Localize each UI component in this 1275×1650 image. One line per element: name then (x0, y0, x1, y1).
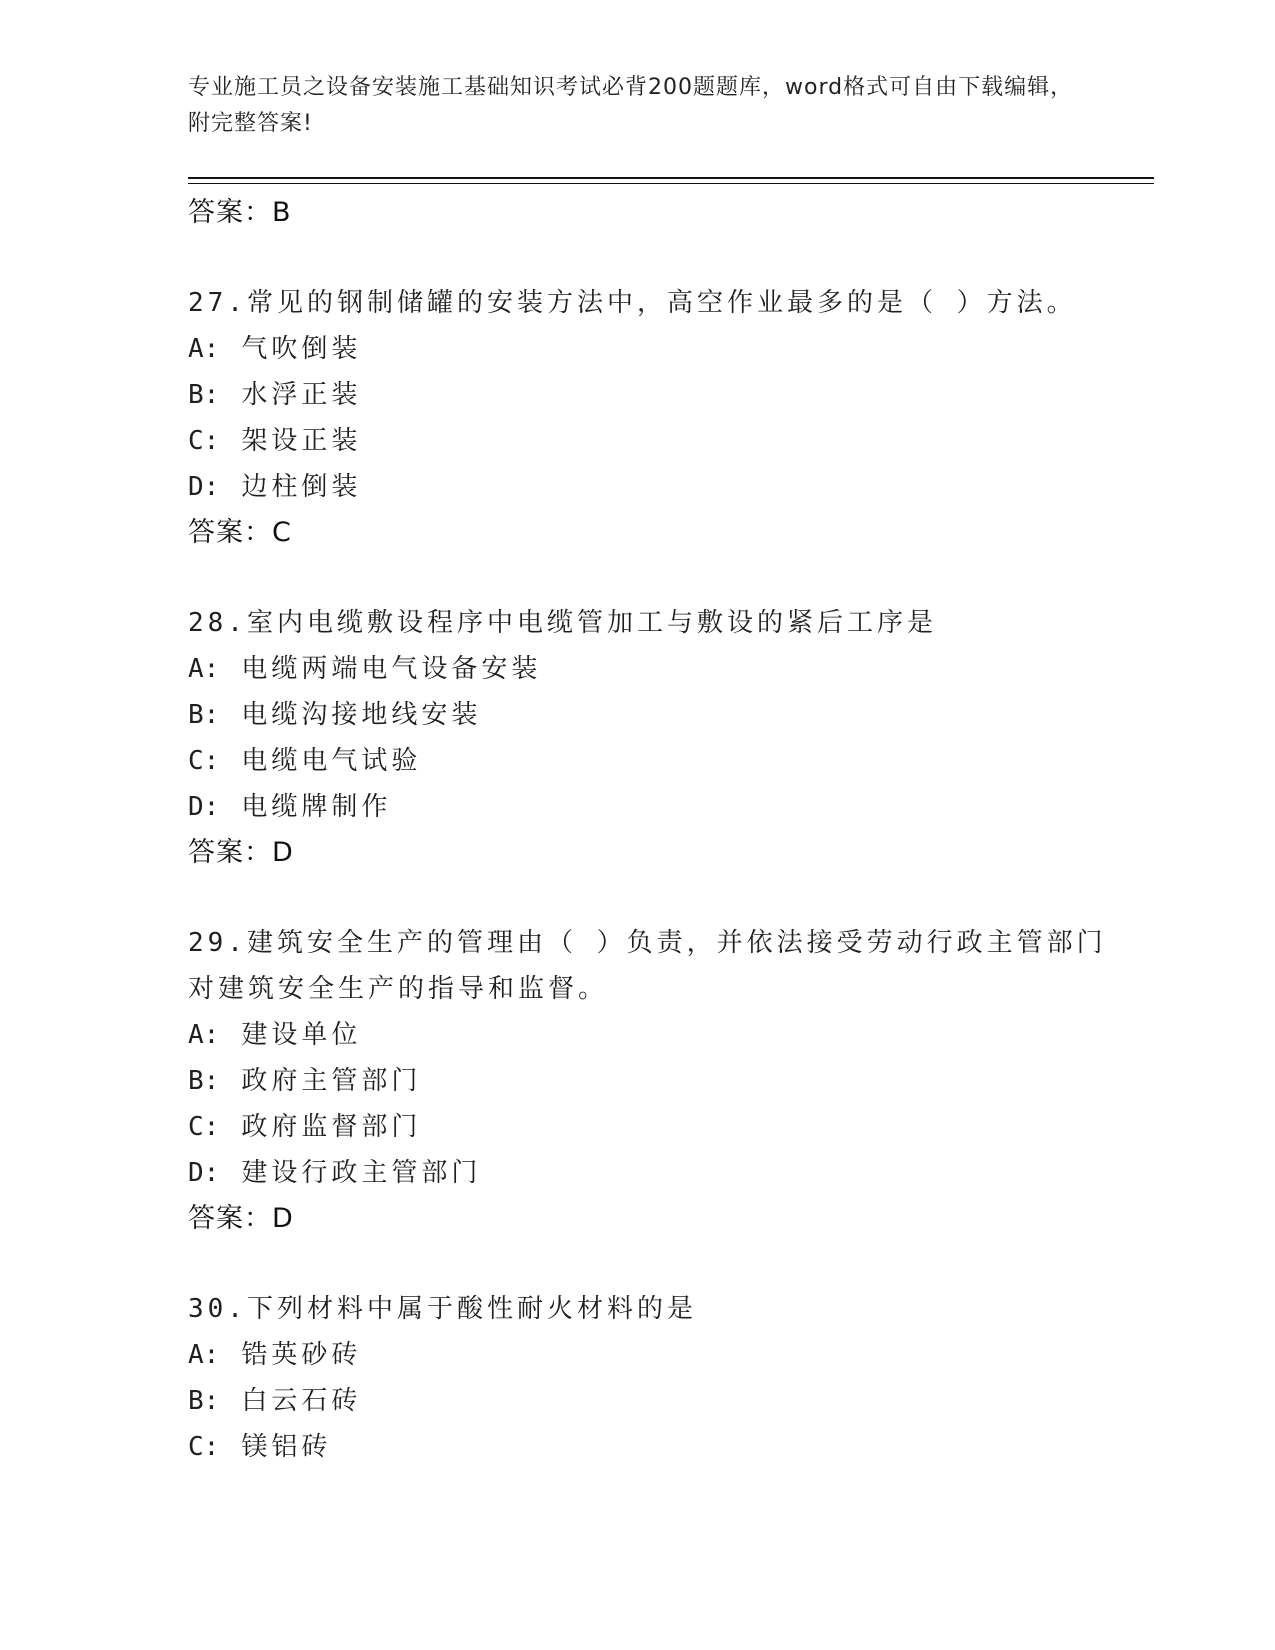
option-a (188, 1012, 1154, 1058)
option-a (188, 326, 1154, 372)
option-label: B: (188, 1386, 220, 1416)
option-text: 锆英砂砖 (241, 1340, 362, 1370)
answer-line: 答案：D (188, 837, 294, 868)
header-rule-thick (188, 177, 1154, 179)
option-label: D: (188, 792, 220, 822)
header-title: 专业施工员之设备安装施工基础知识考试必背200题题库，word格式可自由下载编辑，附完整答案! (188, 75, 1074, 136)
option-text: 气吹倒装 (241, 334, 362, 364)
option-label: D: (188, 472, 220, 502)
option-text: 电缆沟接地线安装 (241, 700, 482, 730)
option-c (188, 418, 1154, 464)
option-c (188, 738, 1154, 784)
option-text: 电缆电气试验 (241, 746, 422, 776)
option-text: 政府监督部门 (241, 1112, 422, 1142)
option-label: B: (188, 1066, 220, 1096)
option-b (188, 1378, 1154, 1424)
question-block (188, 920, 1154, 1242)
option-label: C: (188, 426, 220, 456)
option-label: A: (188, 1340, 220, 1370)
option-c (188, 1104, 1154, 1150)
question-stem-line-1: 29.建筑安全生产的管理由（ ）负责，并依法接受劳动行政主管部门 (188, 928, 1107, 958)
option-text: 建设行政主管部门 (241, 1158, 482, 1188)
question-stem-line-2: 对建筑安全生产的指导和监督。 (188, 974, 609, 1004)
question-block (188, 280, 1154, 556)
option-a (188, 646, 1154, 692)
option-label: A: (188, 334, 220, 364)
option-text: 电缆两端电气设备安装 (241, 654, 542, 684)
document-body (188, 190, 1154, 1470)
option-d (188, 784, 1154, 830)
option-label: B: (188, 380, 220, 410)
option-label: D: (188, 1158, 220, 1188)
option-label: B: (188, 700, 220, 730)
option-text: 电缆牌制作 (241, 792, 392, 822)
option-d (188, 1150, 1154, 1196)
option-b (188, 692, 1154, 738)
option-text: 边柱倒装 (241, 472, 362, 502)
question-block (188, 600, 1154, 876)
option-label: C: (188, 1112, 220, 1142)
answer-line: 答案：C (188, 517, 292, 548)
option-label: A: (188, 1020, 220, 1050)
option-c (188, 1424, 1154, 1470)
option-b (188, 1058, 1154, 1104)
option-text: 白云石砖 (241, 1386, 362, 1416)
document-header (188, 70, 1088, 142)
question-stem: 30.下列材料中属于酸性耐火材料的是 (188, 1294, 697, 1324)
option-text: 架设正装 (241, 426, 362, 456)
option-d (188, 464, 1154, 510)
option-text: 镁铝砖 (241, 1432, 332, 1462)
question-block (188, 1286, 1154, 1470)
option-label: C: (188, 1432, 220, 1462)
answer-line: 答案：D (188, 1203, 294, 1234)
option-text: 建设单位 (241, 1020, 362, 1050)
header-rule-thin (188, 183, 1154, 184)
option-label: A: (188, 654, 220, 684)
option-text: 政府主管部门 (241, 1066, 422, 1096)
answer-line: 答案：B (188, 197, 292, 228)
option-label: C: (188, 746, 220, 776)
option-a (188, 1332, 1154, 1378)
option-text: 水浮正装 (241, 380, 362, 410)
option-b (188, 372, 1154, 418)
question-stem: 27.常见的钢制储罐的安装方法中，高空作业最多的是（ ）方法。 (188, 288, 1077, 318)
question-stem: 28.室内电缆敷设程序中电缆管加工与敷设的紧后工序是 (188, 608, 937, 638)
